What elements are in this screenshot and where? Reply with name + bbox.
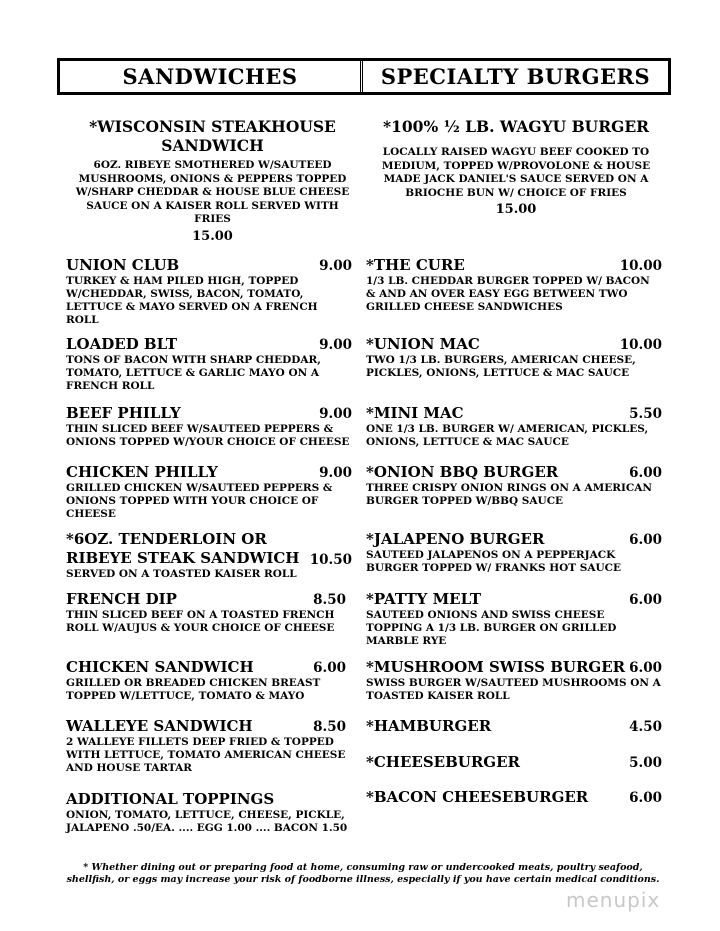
item-name: *JALAPENO BURGER xyxy=(366,530,545,548)
item-desc: THIN SLICED BEEF W/SAUTEED PEPPERS & ONIONS TOPPED W/YOUR CHOICE OF CHEESE xyxy=(66,423,350,448)
menu-header xyxy=(57,58,671,95)
item-price: 8.50 xyxy=(313,592,346,608)
item-name: *UNION MAC xyxy=(366,335,480,353)
burgers-heading: SPECIALTY BURGERS xyxy=(380,64,651,89)
menu-item xyxy=(366,530,662,575)
featured-price: 15.00 xyxy=(495,202,537,217)
menu-item xyxy=(66,463,352,521)
item-desc: 1/3 LB. CHEDDAR BURGER TOPPED W/ BACON & AND AN OVER EASY EGG BETWEEN TWO GRILLED CHEESE SANDWICHES xyxy=(366,275,650,313)
featured-desc: 6OZ. RIBEYE SMOTHERED W/SAUTEED MUSHROOMS, ONIONS & PEPPERS TOPPED W/SHARP CHEDDAR & HOUSE BLUE CHEESE SAUCE ON A KAISER ROLL SERVED WITH FRIES xyxy=(75,159,350,225)
item-name: CHICKEN PHILLY xyxy=(66,463,218,481)
item-desc: ONION, TOMATO, LETTUCE, CHEESE, PICKLE, JALAPENO .50/EA. .... EGG 1.00 .... BACON 1.50 xyxy=(66,809,348,834)
item-name: *HAMBURGER xyxy=(366,717,492,735)
menu-item xyxy=(366,463,662,508)
item-desc: ONE 1/3 LB. BURGER W/ AMERICAN, PICKLES, ONIONS, LETTUCE & MAC SAUCE xyxy=(366,423,649,448)
item-name: BEEF PHILLY xyxy=(66,404,181,422)
item-price: 10.00 xyxy=(619,258,662,274)
item-desc: TWO 1/3 LB. BURGERS, AMERICAN CHEESE, PICKLES, ONIONS, LETTUCE & MAC SAUCE xyxy=(366,354,636,379)
menu-item xyxy=(66,658,346,703)
item-price: 4.50 xyxy=(629,719,662,735)
featured-price: 15.00 xyxy=(192,228,233,244)
item-price: 8.50 xyxy=(313,719,346,735)
menu-item xyxy=(366,256,662,314)
item-name: *THE CURE xyxy=(366,256,465,274)
item-desc: TURKEY & HAM PILED HIGH, TOPPED W/CHEDDAR, SWISS, BACON, TOMATO, LETTUCE & MAYO SERVED ON A FRENCH ROLL xyxy=(66,275,318,326)
featured-burger xyxy=(368,117,664,217)
item-name: *MINI MAC xyxy=(366,404,464,422)
menu-item xyxy=(366,404,662,449)
menu-item xyxy=(366,590,662,648)
menu-item xyxy=(66,404,352,449)
item-desc: SAUTEED ONIONS AND SWISS CHEESE TOPPING A 1/3 LB. BURGER ON GRILLED MARBLE RYE xyxy=(366,609,617,647)
item-price: 9.00 xyxy=(319,465,352,481)
item-desc: GRILLED OR BREADED CHICKEN BREAST TOPPED W/LETTUCE, TOMATO & MAYO xyxy=(66,677,321,702)
item-name: LOADED BLT xyxy=(66,335,178,353)
item-price: 9.00 xyxy=(319,258,352,274)
sandwiches-heading: SANDWICHES xyxy=(60,61,363,92)
menu-item xyxy=(66,790,352,835)
menu-item xyxy=(366,335,662,380)
item-name: ADDITIONAL TOPPINGS xyxy=(66,790,275,808)
item-desc: 2 WALLEYE FILLETS DEEP FRIED & TOPPED WITH LETTUCE, TOMATO AMERICAN CHEESE AND HOUSE TARTAR xyxy=(66,736,346,774)
item-name: CHICKEN SANDWICH xyxy=(66,658,254,676)
menu-item xyxy=(366,788,662,807)
item-price: 10.50 xyxy=(309,552,352,568)
menu-item xyxy=(366,658,662,703)
item-price: 6.00 xyxy=(629,660,662,676)
menu-item xyxy=(366,717,662,736)
item-desc: GRILLED CHICKEN W/SAUTEED PEPPERS & ONIONS TOPPED WITH YOUR CHOICE OF CHEESE xyxy=(66,482,333,520)
menu-item xyxy=(366,753,662,772)
featured-sandwich xyxy=(70,117,355,244)
item-price: 6.00 xyxy=(629,532,662,548)
featured-desc: LOCALLY RAISED WAGYU BEEF COOKED TO MEDIUM, TOPPED W/PROVOLONE & HOUSE MADE JACK DANIEL'S SAUCE SERVED ON A BRIOCHE BUN W/ CHOICE OF FRIES xyxy=(381,146,651,199)
item-name: UNION CLUB xyxy=(66,256,180,274)
item-name: *BACON CHEESEBURGER xyxy=(366,788,589,806)
item-price: 9.00 xyxy=(319,337,352,353)
item-name: *6OZ. TENDERLOIN OR RIBEYE STEAK SANDWICH xyxy=(66,530,300,567)
item-price: 5.50 xyxy=(629,406,662,422)
item-price: 5.00 xyxy=(629,755,662,771)
item-price: 6.00 xyxy=(313,660,346,676)
item-name: *CHEESEBURGER xyxy=(366,753,521,771)
item-name: FRENCH DIP xyxy=(66,590,177,608)
item-price: 6.00 xyxy=(629,592,662,608)
item-name: *PATTY MELT xyxy=(366,590,482,608)
menu-item xyxy=(66,256,352,327)
item-desc: THREE CRISPY ONION RINGS ON A AMERICAN BURGER TOPPED W/BBQ SAUCE xyxy=(366,482,652,507)
item-name: WALLEYE SANDWICH xyxy=(66,717,253,735)
featured-title: *WISCONSIN STEAKHOUSE SANDWICH xyxy=(89,117,336,155)
item-desc: SAUTEED JALAPENOS ON A PEPPERJACK BURGER TOPPED W/ FRANKS HOT SAUCE xyxy=(366,549,621,574)
item-name: *MUSHROOM SWISS BURGER xyxy=(366,658,626,676)
item-desc: TONS OF BACON WITH SHARP CHEDDAR, TOMATO, LETTUCE & GARLIC MAYO ON A FRENCH ROLL xyxy=(66,354,321,392)
menu-item xyxy=(66,530,352,581)
item-desc: THIN SLICED BEEF ON A TOASTED FRENCH ROLL W/AUJUS & YOUR CHOICE OF CHEESE xyxy=(66,609,335,634)
item-name: *ONION BBQ BURGER xyxy=(366,463,559,481)
menu-item xyxy=(66,335,352,393)
watermark-logo: menupix xyxy=(566,888,661,912)
food-safety-disclaimer: * Whether dining out or preparing food at home, consuming raw or undercooked meats, poultry seafood, shellfish, or eggs may increase your risk of foodborne illness, especially if you have certain medical conditions. xyxy=(66,862,660,885)
item-desc: SWISS BURGER W/SAUTEED MUSHROOMS ON A TOASTED KAISER ROLL xyxy=(366,677,661,702)
item-price: 9.00 xyxy=(319,406,352,422)
featured-title: *100% ½ LB. WAGYU BURGER xyxy=(382,117,650,136)
item-price: 6.00 xyxy=(629,790,662,806)
item-price: 10.00 xyxy=(619,337,662,353)
menu-item xyxy=(66,590,346,635)
item-desc: SERVED ON A TOASTED KAISER ROLL xyxy=(66,568,297,580)
item-price: 6.00 xyxy=(629,465,662,481)
menu-item xyxy=(66,717,346,775)
